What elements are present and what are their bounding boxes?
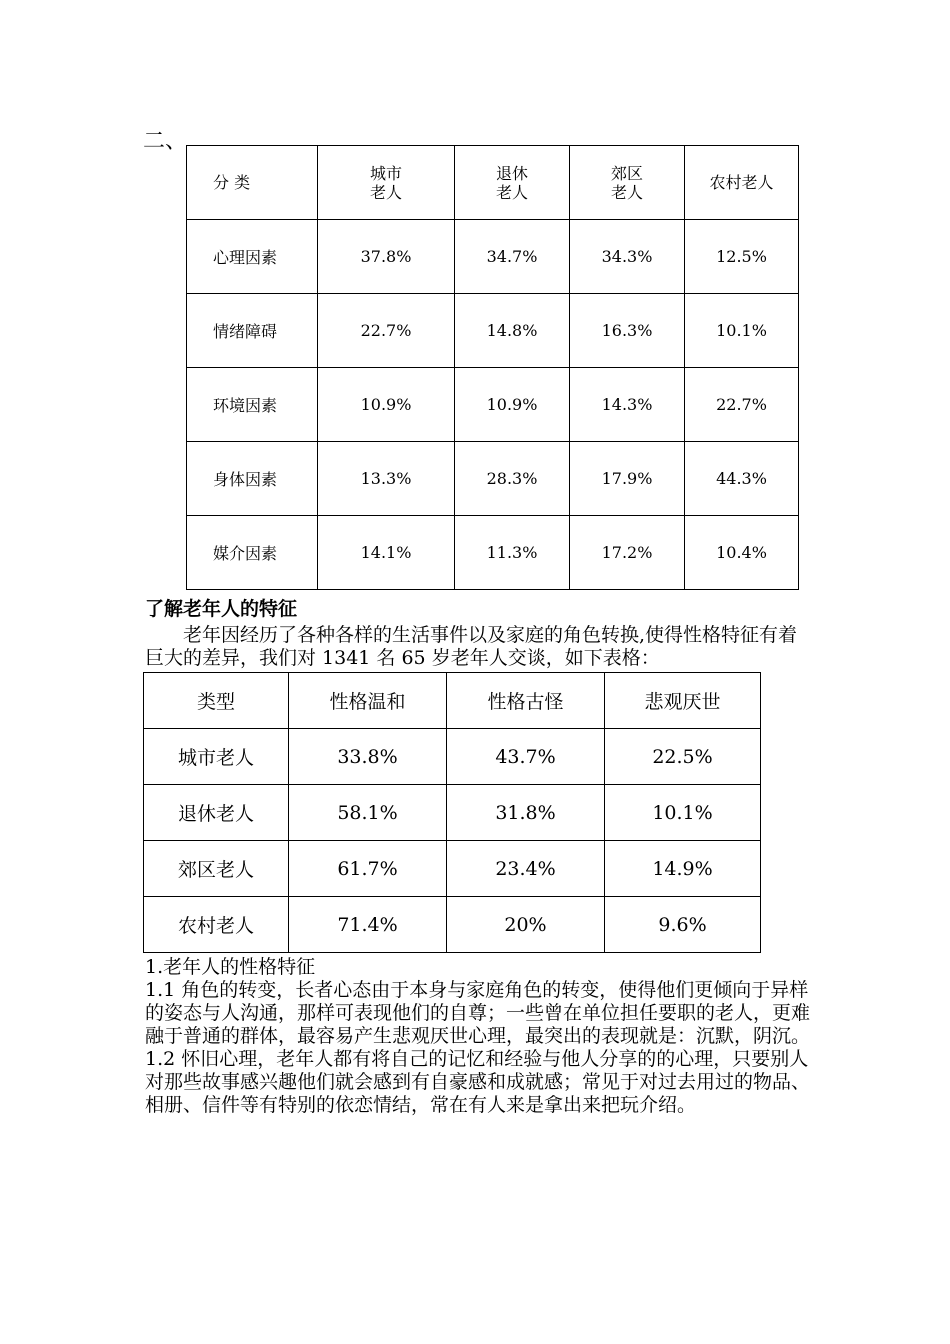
table-cell: 22.7% bbox=[318, 294, 455, 368]
table-row bbox=[187, 294, 799, 368]
row-label: 情绪障碍 bbox=[187, 294, 318, 368]
table-cell: 37.8% bbox=[318, 220, 455, 294]
row-label: 心理因素 bbox=[187, 220, 318, 294]
table-cell: 10.1% bbox=[605, 785, 761, 841]
section-marker: 二、 bbox=[143, 129, 188, 154]
urban-rural-factor-table bbox=[186, 145, 799, 590]
table-cell: 14.3% bbox=[570, 368, 685, 442]
table-cell: 22.5% bbox=[605, 729, 761, 785]
table-row bbox=[187, 442, 799, 516]
table-row bbox=[187, 516, 799, 590]
table-row bbox=[144, 785, 761, 841]
table-row bbox=[187, 368, 799, 442]
table-cell: 10.1% bbox=[685, 294, 799, 368]
subsection-title: 1.老年人的性格特征 bbox=[145, 956, 316, 978]
table-cell: 34.7% bbox=[455, 220, 570, 294]
table-cell: 14.8% bbox=[455, 294, 570, 368]
table-cell: 28.3% bbox=[455, 442, 570, 516]
row-label: 郊区老人 bbox=[144, 841, 289, 897]
table-cell: 31.8% bbox=[447, 785, 605, 841]
table-cell: 13.3% bbox=[318, 442, 455, 516]
section-heading: 了解老年人的特征 bbox=[145, 598, 298, 620]
header-cell: 悲观厌世 bbox=[605, 673, 761, 729]
header-cell: 城市 老人 bbox=[318, 146, 455, 220]
header-cell: 分 类 bbox=[187, 146, 318, 220]
header-cell: 性格古怪 bbox=[447, 673, 605, 729]
row-label: 身体因素 bbox=[187, 442, 318, 516]
table-cell: 14.9% bbox=[605, 841, 761, 897]
header-cell: 农村老人 bbox=[685, 146, 799, 220]
table-cell: 11.3% bbox=[455, 516, 570, 590]
table-cell: 10.4% bbox=[685, 516, 799, 590]
table-cell: 16.3% bbox=[570, 294, 685, 368]
table-cell: 23.4% bbox=[447, 841, 605, 897]
header-cell: 性格温和 bbox=[289, 673, 447, 729]
table-cell: 43.7% bbox=[447, 729, 605, 785]
table-cell: 17.9% bbox=[570, 442, 685, 516]
row-label: 农村老人 bbox=[144, 897, 289, 953]
table-cell: 20% bbox=[447, 897, 605, 953]
table-cell: 10.9% bbox=[318, 368, 455, 442]
personality-traits-table bbox=[143, 672, 761, 953]
header-cell: 郊区 老人 bbox=[570, 146, 685, 220]
table-cell: 14.1% bbox=[318, 516, 455, 590]
table-row bbox=[187, 220, 799, 294]
row-label: 退休老人 bbox=[144, 785, 289, 841]
table-cell: 33.8% bbox=[289, 729, 447, 785]
header-cell: 类型 bbox=[144, 673, 289, 729]
table-cell: 22.7% bbox=[685, 368, 799, 442]
table-header-row bbox=[187, 146, 799, 220]
row-label: 环境因素 bbox=[187, 368, 318, 442]
table-cell: 17.2% bbox=[570, 516, 685, 590]
table-cell: 10.9% bbox=[455, 368, 570, 442]
table-cell: 58.1% bbox=[289, 785, 447, 841]
body-text bbox=[145, 956, 815, 1117]
paragraph: 1.2 怀旧心理，老年人都有将自己的记忆和经验与他人分享的的心理，只要别人对那些故事感兴趣他们就会感到有自豪感和成就感；常见于对过去用过的物品、相册、信件等有特别的依恋情结，常在有人来是拿出来把玩介绍。 bbox=[145, 1048, 811, 1116]
intro-paragraph: 老年因经历了各种各样的生活事件以及家庭的角色转换,使得性格特征有着巨大的差异，我们对 1341 名 65 岁老年人交谈，如下表格： bbox=[145, 624, 798, 669]
table-cell: 61.7% bbox=[289, 841, 447, 897]
table-header-row bbox=[144, 673, 761, 729]
paragraph: 1.1 角色的转变，长者心态由于本身与家庭角色的转变，使得他们更倾向于异样的姿态与人沟通，那样可表现他们的自尊；一些曾在单位担任要职的老人，更难融于普通的群体，最容易产生悲观厌世心理，最突出的表现就是：沉默，阴沉。 bbox=[145, 979, 811, 1047]
table-cell: 12.5% bbox=[685, 220, 799, 294]
table-cell: 34.3% bbox=[570, 220, 685, 294]
table-row bbox=[144, 729, 761, 785]
table-cell: 44.3% bbox=[685, 442, 799, 516]
table-row bbox=[144, 841, 761, 897]
table-row bbox=[144, 897, 761, 953]
table-cell: 9.6% bbox=[605, 897, 761, 953]
header-cell: 退休 老人 bbox=[455, 146, 570, 220]
table-cell: 71.4% bbox=[289, 897, 447, 953]
row-label: 城市老人 bbox=[144, 729, 289, 785]
row-label: 媒介因素 bbox=[187, 516, 318, 590]
